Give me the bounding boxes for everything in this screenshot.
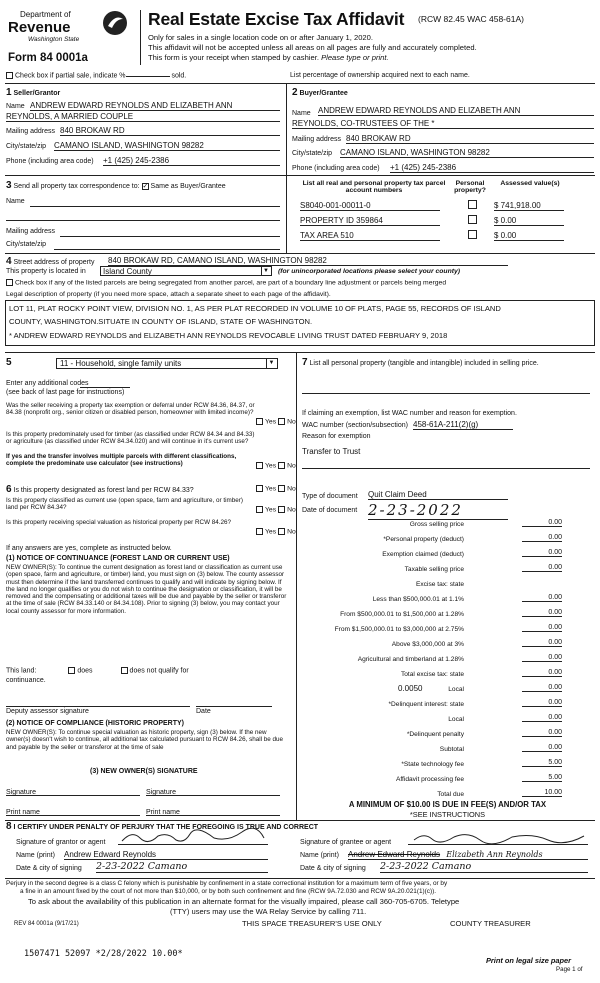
- buyer-name-label: Name: [292, 110, 311, 117]
- ask-line-1: To ask about the availability of this publication in an alternate format for the visually impaired, please call 360-705-6705. Teletype: [28, 897, 460, 906]
- tax-label: Exemption claimed (deduct): [382, 551, 464, 558]
- tax-label: Local: [448, 716, 464, 723]
- tax-value[interactable]: 0.00: [522, 624, 562, 632]
- tax-label: Gross selling price: [409, 521, 464, 528]
- continuance-label: continuance.: [6, 677, 46, 684]
- this-land-row: This land: does does not qualify for: [6, 667, 189, 675]
- same-as-buyer-checkbox[interactable]: ✓: [142, 182, 149, 190]
- tax-value[interactable]: 0.00: [522, 714, 562, 722]
- seller-name-field[interactable]: ANDREW EDWARD REYNOLDS AND ELIZABETH ANN: [30, 101, 280, 111]
- buyer-mail-label: Mailing address: [292, 136, 342, 143]
- located-label: This property is located in: [6, 268, 86, 275]
- codes-note: (see back of last page for instructions): [6, 389, 125, 396]
- q1-no-checkbox[interactable]: [278, 418, 285, 425]
- grantee-name-label: Name (print): [300, 852, 339, 859]
- seller-heading: 1 Seller/Grantor: [6, 87, 61, 98]
- buyer-city-field[interactable]: CAMANO ISLAND, WASHINGTON 98282: [340, 148, 594, 158]
- corr-city-field[interactable]: [54, 249, 280, 250]
- title-citation: (RCW 82.45 WAC 458-61A): [418, 14, 524, 24]
- corr-name-field[interactable]: [30, 206, 280, 207]
- form-number: Form 84 0001a: [8, 52, 88, 64]
- tax-value[interactable]: 0.00: [522, 549, 562, 557]
- tax-value[interactable]: 0.00: [522, 699, 562, 707]
- logo-revenue-text: Revenue: [8, 19, 71, 36]
- tax-value[interactable]: 0.00: [522, 654, 562, 662]
- grantee-name-field[interactable]: [348, 850, 588, 860]
- print-label-2: Print name: [146, 809, 180, 816]
- notice1-text: NEW OWNER(S): To continue the current designation as forest land or classification as current use (open space, farm and agriculture, or timber) land, you must sign on (3) below. The county assessor must then determine if the land transferred continues to qualify and will indicate by signing below. If the land no longer qualifies or you do not wish to continue the designation or classification, it will be removed and the compensating or additional taxes will be due and payable by the seller or transferor at the time of sale (RCW 84.33.140 or 84.34.108). Prior to signing (3) below, you may contact your local county assessor for more information.: [6, 564, 287, 615]
- street-address-field[interactable]: 840 BROKAW RD, CAMANO ISLAND, WASHINGTON 98282: [108, 256, 508, 266]
- sig-label-2: Signature: [146, 789, 176, 796]
- use-code-select[interactable]: 11 - Household, single family units ▼: [56, 358, 278, 369]
- tax-label: Agricultural and timberland at 1.28%: [357, 656, 464, 663]
- personal-property-field[interactable]: [302, 393, 590, 394]
- s6q1-yes-no: Yes No: [256, 485, 296, 492]
- s6q2-yes-checkbox[interactable]: [256, 506, 263, 513]
- dor-logo: [6, 8, 131, 54]
- tax-value[interactable]: 10.00: [522, 789, 562, 797]
- tax-value[interactable]: 0.00: [522, 609, 562, 617]
- additional-codes-field[interactable]: [80, 387, 130, 388]
- legal-label: Legal description of property (if you need more space, attach a separate sheet to each page of the affidavit).: [6, 291, 331, 298]
- wac-label: WAC number (section/subsection): [302, 422, 408, 429]
- s6q3-yes-no: Yes No: [256, 528, 296, 535]
- street-row: 4 Street address of property: [6, 256, 95, 267]
- tax-label: From $500,000.01 to $1,500,000 at 1.28%: [340, 611, 464, 618]
- county-select[interactable]: Island County ▼: [100, 266, 272, 276]
- tax-label: Total due: [437, 791, 464, 798]
- s6q2-yes-no: Yes No: [256, 506, 296, 513]
- rule: [5, 253, 595, 254]
- rule: [5, 83, 595, 84]
- buyer-heading: 2 Buyer/Grantee: [292, 87, 348, 98]
- grantee-date-field[interactable]: 2-23-2022 Camano: [380, 861, 588, 873]
- perjury-line-1: Perjury in the second degree is a class C felony which is punishable by confinement in a state correctional institution for a maximum term of five years, or by: [6, 880, 448, 887]
- does-checkbox[interactable]: [68, 667, 75, 674]
- s6q1-yes-checkbox[interactable]: [256, 485, 263, 492]
- tax-label: Above $3,000,000 at 3%: [391, 641, 464, 648]
- sig-label-1: Signature: [6, 789, 36, 796]
- deputy-label: Deputy assessor signature: [6, 708, 89, 715]
- grantee-signature-image: [408, 828, 588, 845]
- ownership-note: List percentage of ownership acquired next to each name.: [290, 72, 470, 79]
- certify-row: 8 I CERTIFY UNDER PENALTY OF PERJURY THAT THE FOREGOING IS TRUE AND CORRECT: [6, 821, 319, 832]
- correspondence-heading: 3 Send all property tax correspondence to: ✓ Same as Buyer/Grantee: [6, 180, 226, 191]
- doc-date-field[interactable]: 2-23-2022: [368, 501, 508, 520]
- corr-city-label: City/state/zip: [6, 241, 47, 248]
- assessed-value[interactable]: $ 741,918.00: [494, 201, 564, 211]
- rule: [286, 83, 287, 253]
- exemption-question: Was the seller receiving a property tax exemption or deferral under RCW 84.36, 84.37, or 84.38 (nonprofit org., senior citizen or disabled person, homeowner with limited income)?: [6, 402, 255, 417]
- legal-line-1: LOT 11, PLAT ROCKY POINT VIEW, DIVISION NO. 1, AS PER PLAT RECORDED IN VOLUME 10 OF PLATS, PAGE 55, RECORDS OF ISLAND: [9, 304, 501, 313]
- section7-row: 7 List all personal property (tangible and intangible) included in selling price.: [302, 357, 539, 368]
- s6q2-no-checkbox[interactable]: [278, 506, 285, 513]
- tax-label: Excise tax: state: [415, 581, 464, 588]
- minimum-note: A MINIMUM OF $10.00 IS DUE IN FEE(S) AND/OR TAX: [348, 800, 547, 809]
- grantor-signature-image: [118, 828, 268, 845]
- grantor-sig-label: Signature of grantor or agent: [16, 839, 106, 846]
- tax-label: *Personal property (deduct): [383, 536, 464, 543]
- tax-label: Local: [448, 686, 464, 693]
- unincorp-note: (for unincorporated locations please select your county): [278, 268, 461, 275]
- header-divider: [140, 10, 141, 65]
- deputy-date-label: Date: [196, 708, 211, 715]
- seller-phone-label: Phone (including area code): [6, 158, 94, 165]
- wac-field[interactable]: 458-61A-211(2)(g): [413, 420, 513, 430]
- grantee-date-label: Date & city of signing: [300, 865, 366, 872]
- print-label-1: Print name: [6, 809, 40, 816]
- tax-label: *State technology fee: [401, 761, 464, 768]
- tax-value[interactable]: 0.00: [522, 669, 562, 677]
- tax-value[interactable]: 0.00: [522, 534, 562, 542]
- if-yes-note: If any answers are yes, complete as instructed below.: [6, 545, 172, 552]
- tax-value[interactable]: 0.00: [522, 729, 562, 737]
- page-title: Real Estate Excise Tax Affidavit: [148, 9, 405, 29]
- grantor-date-field[interactable]: 2-23-2022 Camano: [96, 861, 268, 873]
- buyer-name-field[interactable]: ANDREW EDWARD REYNOLDS AND ELIZABETH ANN: [318, 106, 594, 116]
- reason-field[interactable]: Transfer to Trust: [302, 447, 361, 456]
- buyer-phone-label: Phone (including area code): [292, 165, 380, 172]
- corr-name-field-2[interactable]: [6, 220, 280, 221]
- buyer-city-label: City/state/zip: [292, 150, 333, 157]
- tax-value[interactable]: 0.00: [522, 639, 562, 647]
- corr-name-label: Name: [6, 198, 25, 205]
- q2-no-checkbox[interactable]: [278, 462, 285, 469]
- personal-checkbox[interactable]: [468, 200, 477, 209]
- see-instructions: *SEE INSTRUCTIONS: [409, 810, 486, 819]
- header-line-1: Only for sales in a single location code on or after January 1, 2020.: [148, 33, 373, 42]
- personal-checkbox[interactable]: [468, 230, 477, 239]
- seller-city-field[interactable]: CAMANO ISLAND, WASHINGTON 98282: [54, 141, 280, 151]
- doc-date-label: Date of document: [302, 507, 358, 514]
- tax-label: *Delinquent penalty: [406, 731, 464, 738]
- local-rate: 0.0050: [398, 684, 423, 693]
- county-treasurer: COUNTY TREASURER: [450, 919, 531, 928]
- legal-paper-note: Print on legal size paper: [486, 956, 572, 965]
- tax-label: Less than $500,000.01 at 1.1%: [372, 596, 464, 603]
- tax-value[interactable]: 0.00: [522, 564, 562, 572]
- q2-yes-checkbox[interactable]: [256, 462, 263, 469]
- personal-header: Personal property?: [454, 180, 486, 194]
- treasurer-space: THIS SPACE TREASURER'S USE ONLY: [242, 919, 382, 928]
- grantor-name-field[interactable]: Andrew Edward Reynolds: [64, 850, 268, 860]
- reason-label: Reason for exemption: [302, 433, 371, 440]
- assessed-header: Assessed value(s): [500, 180, 560, 187]
- segregated-row: Check box if any of the listed parcels are being segregated from another parcel, are part of a boundary line adjustment or parcels being merged: [6, 279, 446, 286]
- notice3-title: (3) NEW OWNER(S) SIGNATURE: [90, 768, 198, 775]
- seller-mail-field[interactable]: 840 BROKAW RD: [60, 126, 280, 136]
- parcel-number[interactable]: TAX AREA 510: [300, 231, 440, 241]
- section5-num: 5: [6, 357, 12, 368]
- doc-type-field[interactable]: Quit Claim Deed: [368, 490, 508, 500]
- deputy-signature-field[interactable]: [6, 706, 190, 707]
- corr-mail-field[interactable]: [60, 236, 280, 237]
- q2-yes-no: Yes No: [256, 462, 296, 469]
- ask-line-2: (TTY) users may use the WA Relay Service by calling 711.: [170, 907, 367, 916]
- grantee-name-handwritten: Elizabeth Ann Reynolds: [446, 850, 543, 859]
- tax-label: *Delinquent interest: state: [388, 701, 464, 708]
- grantee-name-struck: Andrew Edward Reynolds: [348, 850, 441, 859]
- doc-type-label: Type of document: [302, 493, 358, 500]
- legal-line-2: COUNTY, WASHINGTON.SITUATE IN COUNTY OF ISLAND, STATE OF WASHINGTON.: [9, 317, 313, 326]
- page-count: Page 1 of: [556, 966, 583, 973]
- timber-question: Is this property predominately used for timber (as classified under RCW 84.34 and 84.33) or agriculture (as classified under RCW 84.34.020) and will continue in it's current use?: [6, 431, 255, 446]
- s6q3-yes-checkbox[interactable]: [256, 528, 263, 535]
- timber-note: If yes and the transfer involves multiple parcels with different classifications, complete the predominate use calculator (see instructions): [6, 453, 237, 468]
- assessed-value[interactable]: $ 0.00: [494, 216, 564, 226]
- notice2-title: (2) NOTICE OF COMPLIANCE (HISTORIC PROPERTY): [6, 720, 184, 727]
- seller-phone-field[interactable]: +1 (425) 245-2386: [103, 156, 280, 166]
- logo-swoosh-icon: [102, 10, 128, 36]
- section6-q3: Is this property receiving special valuation as historical property per RCW 84.26?: [6, 519, 232, 526]
- exempt-label: If claiming an exemption, list WAC number and reason for exemption.: [302, 410, 517, 417]
- chevron-down-icon: ▼: [261, 267, 270, 275]
- tax-value[interactable]: 0.00: [522, 519, 562, 527]
- partial-sale-row: Check box if partial sale, indicate % sold.: [6, 72, 186, 79]
- rule: [5, 878, 595, 879]
- seller-mail-label: Mailing address: [6, 128, 56, 135]
- tax-label: Subtotal: [439, 746, 464, 753]
- personal-checkbox[interactable]: [468, 215, 477, 224]
- partial-pct-field[interactable]: [126, 76, 170, 77]
- chevron-down-icon: ▼: [266, 359, 276, 368]
- tax-label: Taxable selling price: [404, 566, 464, 573]
- header-line-3: This form is your receipt when stamped by cashier. Please type or print.: [148, 53, 389, 62]
- buyer-phone-field[interactable]: +1 (425) 245-2386: [390, 163, 594, 173]
- reason-line: [302, 468, 590, 469]
- logo-state-text: Washington State: [28, 36, 80, 43]
- rule: [5, 352, 595, 353]
- legal-description-box[interactable]: [5, 300, 595, 346]
- tax-value[interactable]: 5.00: [522, 774, 562, 782]
- grantee-sig-label: Signature of grantee or agent: [300, 839, 392, 846]
- q1-yes-no: Yes No: [256, 418, 296, 425]
- notice2-text: NEW OWNER(S): To continue special valuation as historic property, sign (3) below. If the new owner(s) doesn't wish to continue, all additional tax calculated pursuant to RCW 84.26, shall be due and payable by the seller or transferor at the time of sale: [6, 729, 284, 751]
- partial-sale-checkbox[interactable]: [6, 72, 13, 79]
- parcel-header: List all real and personal property tax parcel account numbers: [302, 180, 446, 194]
- buyer-name-field-2[interactable]: REYNOLDS, CO-TRUSTEES OF THE *: [292, 119, 594, 129]
- q1-yes-checkbox[interactable]: [256, 418, 263, 425]
- tax-label: Total excise tax: state: [400, 671, 464, 678]
- buyer-mail-field[interactable]: 840 BROKAW RD: [346, 134, 594, 144]
- section6-q1-row: 6 Is this property designated as forest land per RCW 84.33?: [6, 484, 194, 495]
- grantor-date-label: Date & city of signing: [16, 865, 82, 872]
- s6q1-no-checkbox[interactable]: [278, 485, 285, 492]
- rev-label: REV 84 0001a (9/17/21): [14, 921, 79, 927]
- assessed-value[interactable]: $ 0.00: [494, 231, 564, 241]
- s6q3-no-checkbox[interactable]: [278, 528, 285, 535]
- receipt-stamp: 1507471 52097 *2/28/2022 10.00*: [24, 949, 183, 959]
- logo-dept-text: Department of: [20, 10, 71, 19]
- does-not-checkbox[interactable]: [121, 667, 128, 674]
- tax-label: Affidavit processing fee: [395, 776, 464, 783]
- tax-value[interactable]: 0.00: [522, 684, 562, 692]
- corr-mail-label: Mailing address: [6, 228, 56, 235]
- parcel-number[interactable]: PROPERTY ID 359864: [300, 216, 440, 226]
- segregated-checkbox[interactable]: [6, 279, 13, 286]
- grantor-signature-field[interactable]: [118, 828, 268, 845]
- grantor-name-label: Name (print): [16, 852, 55, 859]
- tax-value[interactable]: 0.00: [522, 744, 562, 752]
- tax-label: From $1,500,000.01 to $3,000,000 at 2.75%: [334, 626, 464, 633]
- parcel-number[interactable]: S8040-001-00011-0: [300, 201, 440, 211]
- seller-name-field-2[interactable]: REYNOLDS, A MARRIED COUPLE: [6, 112, 280, 122]
- grantee-signature-field[interactable]: [408, 828, 588, 845]
- seller-city-label: City/state/zip: [6, 143, 47, 150]
- rule: [5, 175, 595, 176]
- legal-line-3: * ANDREW EDWARD REYNOLDS and ELIZABETH ANN REYNOLDS REVOCABLE LIVING TRUST DATED FEBRUARY 9, 2018: [9, 331, 448, 340]
- seller-name-label: Name: [6, 103, 25, 110]
- tax-value[interactable]: 5.00: [522, 759, 562, 767]
- perjury-line-2: a fine in an amount fixed by the court of not more than $10,000, or by both such confinement and fine (RCW 9A.72.030 and RCW 9A.20.021(1)(c)).: [20, 888, 436, 895]
- section6-q2: Is this property classified as current use (open space, farm and agriculture, or timber) land per RCW 84.34?: [6, 497, 243, 512]
- tax-value[interactable]: 0.00: [522, 594, 562, 602]
- deputy-date-field[interactable]: [196, 706, 272, 707]
- header-line-2: This affidavit will not be accepted unless all areas on all pages are fully and accurately completed.: [148, 43, 477, 52]
- notice1-title: (1) NOTICE OF CONTINUANCE (FOREST LAND OR CURRENT USE): [6, 555, 230, 562]
- codes-label: Enter any additional codes: [6, 380, 89, 387]
